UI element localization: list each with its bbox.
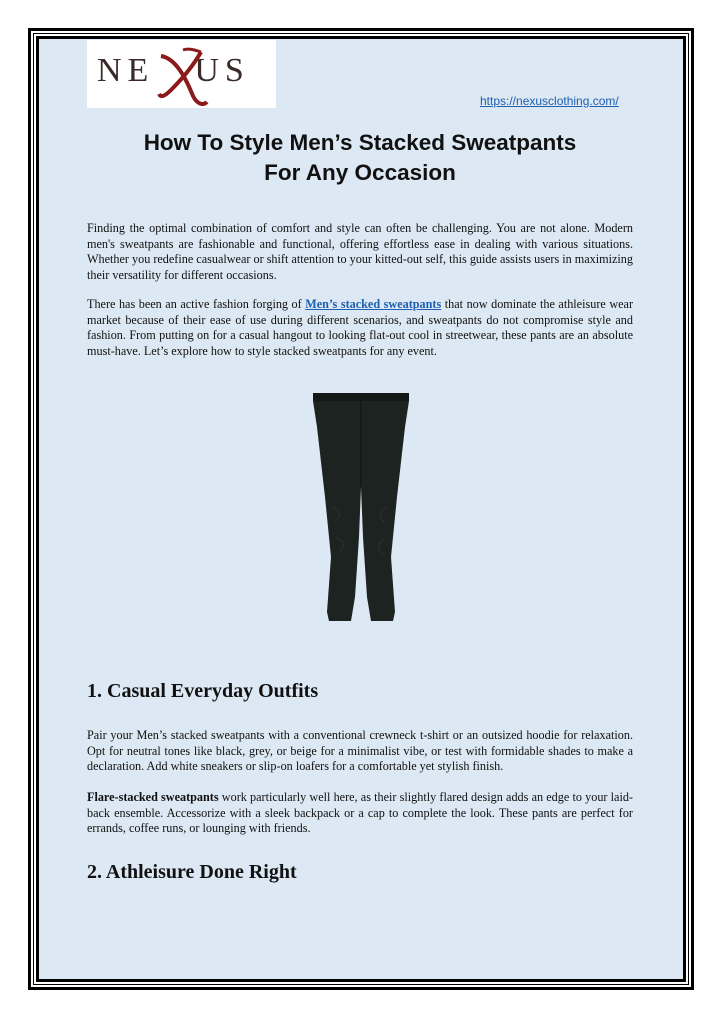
logo-text-left: NE [97, 52, 155, 89]
mens-stacked-sweatpants-link[interactable]: Men’s stacked sweatpants [305, 297, 442, 311]
title-line-2: For Any Occasion [264, 160, 456, 185]
logo-text-right: US [194, 52, 250, 89]
section-1-heading: 1. Casual Everyday Outfits [87, 680, 319, 702]
sweatpants-product-image [305, 387, 417, 627]
paragraph-2 [87, 297, 633, 359]
nexus-logo[interactable] [87, 40, 276, 108]
intro-paragraph: Finding the optimal combination of comfort and style can often be challenging. You are not alone. Modern men's sweatpants are fashionable and functional, offering effortless ease in dealing with various situations. Whether you redefine casualwear or shift attention to your kitted-out self, this guide assists users in maximizing their versatility for different occasions. [87, 221, 633, 282]
section-1-paragraph-2 [87, 790, 633, 837]
section-1-paragraph-2-text: work particularly well here, as their slightly flared design adds an edge to your laid-back ensemble. Accessorize with a sleek backpack or a cap to complete the look. These pants are perfect for errands, coffee runs, or lounging with friends. [87, 790, 633, 835]
section-2-heading: 2. Athleisure Done Right [87, 861, 297, 883]
page-title [60, 128, 660, 188]
section-1-paragraph-1: Pair your Men’s stacked sweatpants with a conventional crewneck t-shirt or an outsized hoodie for relaxation. Opt for neutral tones like black, grey, or beige for a minimalist vibe, or test with formidable shades to make a declaration. Add white sneakers or slip-on loafers for a comfortable yet stylish finish. [87, 728, 633, 773]
logo-x-mark-icon [153, 46, 213, 108]
paragraph-2-text-b: that now dominate the athleisure wear market because of their ease of use during different scenarios, and sweatpants do not compromise style and fashion. From putting on for a casual hangout to looking flat-out cool in streetwear, these pants are an absolute must-have. Let’s explore how to style stacked sweatpants for any event. [87, 297, 634, 358]
paragraph-2-text-a: There has been an active fashion forging of [87, 297, 306, 311]
title-line-1: How To Style Men’s Stacked Sweatpants [143, 130, 577, 155]
flare-stacked-sweatpants-bold: Flare-stacked sweatpants [87, 790, 219, 804]
site-url-link[interactable]: https://nexusclothing.com/ [480, 94, 619, 108]
